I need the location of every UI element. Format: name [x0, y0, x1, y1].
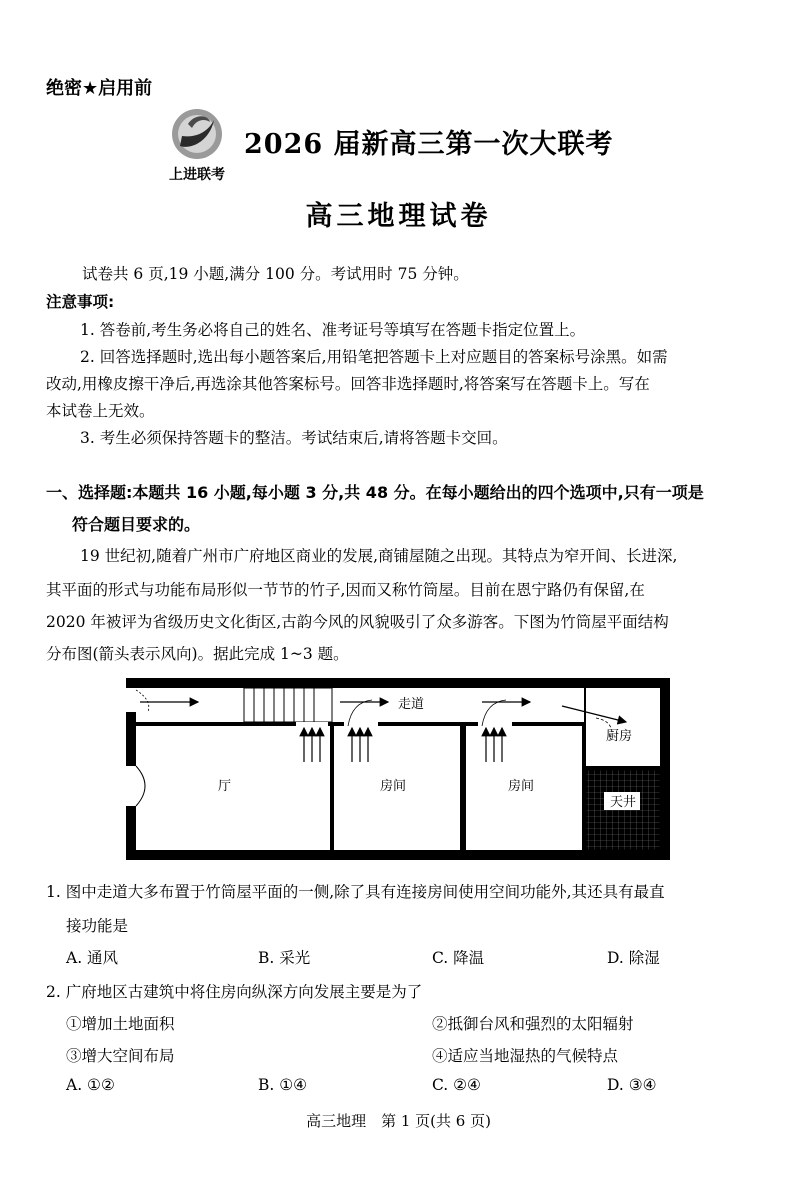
notice-item-1: 1. 答卷前,考生务必将自己的姓名、准考证号等填写在答题卡指定位置上。 [80, 321, 586, 339]
page-footer: 高三地理 第 1 页(共 6 页) [306, 1112, 491, 1130]
logo-text: 上进联考 [169, 167, 225, 183]
q1-stem-line-2: 接功能是 [66, 917, 129, 935]
q2-statement-2: ②抵御台风和强烈的太阳辐射 [432, 1015, 634, 1033]
q2-option-b: B. ①④ [258, 1076, 308, 1094]
q2-statement-3: ③增大空间布局 [66, 1047, 175, 1065]
q2-statement-4: ④适应当地湿热的气候特点 [432, 1047, 619, 1065]
label-hall: 厅 [218, 779, 232, 794]
q2-option-a: A. ①② [66, 1076, 115, 1094]
q2-stem: 2. 广府地区古建筑中将住房向纵深方向发展主要是为了 [46, 983, 423, 1001]
q1-stem-line-1: 1. 图中走道大多布置于竹筒屋平面的一侧,除了具有连接房间使用空间功能外,其还具有最直 [46, 883, 665, 901]
tube-house-floor-plan [126, 678, 670, 860]
label-courtyard: 天井 [610, 795, 637, 810]
notice-heading: 注意事项: [46, 293, 115, 311]
q1-option-a: A. 通风 [66, 949, 119, 967]
notice-item-2-line-3: 本试卷上无效。 [46, 402, 155, 420]
passage-line-4: 分布图(箭头表示风向)。据此完成 1~3 题。 [46, 645, 349, 663]
label-room-1: 房间 [380, 779, 407, 794]
label-corridor: 走道 [398, 697, 425, 712]
q1-option-b: B. 采光 [258, 949, 311, 967]
notice-item-3: 3. 考生必须保持答题卡的整洁。考试结束后,请将答题卡交回。 [80, 429, 508, 447]
exam-logo [164, 106, 230, 184]
subject-title: 高三地理试卷 [305, 201, 492, 232]
notice-item-2-line-2: 改动,用橡皮擦干净后,再选涂其他答案标号。回答非选择题时,将答案写在答题卡上。写在 [46, 375, 650, 393]
q2-option-d: D. ③④ [607, 1076, 657, 1094]
q2-statement-1: ①增加土地面积 [66, 1015, 175, 1033]
notice-item-2-line-1: 2. 回答选择题时,选出每小题答案后,用铅笔把答题卡上对应题目的答案标号涂黑。如需 [80, 348, 668, 366]
confidential-label: 绝密★启用前 [46, 78, 153, 99]
q1-option-d: D. 除湿 [607, 949, 660, 967]
logo-mark-icon [164, 106, 230, 166]
corridor-space [136, 688, 584, 722]
label-room-2: 房间 [508, 779, 535, 794]
passage-line-3: 2020 年被评为省级历史文化街区,古韵今风的风貌吸引了众多游客。下图为竹筒屋平面结构 [46, 613, 669, 631]
exam-info: 试卷共 6 页,19 小题,满分 100 分。考试用时 75 分钟。 [82, 265, 469, 283]
section-heading-line-1: 一、选择题:本题共 16 小题,每小题 3 分,共 48 分。在每小题给出的四个选项中,只有一项是 [46, 483, 704, 502]
passage-line-1: 19 世纪初,随着广州市广府地区商业的发展,商铺屋随之出现。其特点为窄开间、长进深, [80, 547, 678, 565]
entrance-opening [126, 766, 136, 806]
q1-option-c: C. 降温 [432, 949, 485, 967]
label-kitchen: 厨房 [606, 729, 633, 744]
hall-room [136, 726, 330, 850]
floor-plan-figure [126, 678, 670, 860]
section-heading-line-2: 符合题目要求的。 [72, 515, 201, 534]
exam-title: 2026 届新高三第一次大联考 [244, 129, 614, 160]
kitchen-room [586, 688, 660, 766]
passage-line-2: 其平面的形式与功能布局形似一节节的竹子,因而又称竹筒屋。目前在恩宁路仍有保留,在 [46, 581, 645, 599]
q2-option-c: C. ②④ [432, 1076, 481, 1094]
staircase [244, 688, 332, 722]
